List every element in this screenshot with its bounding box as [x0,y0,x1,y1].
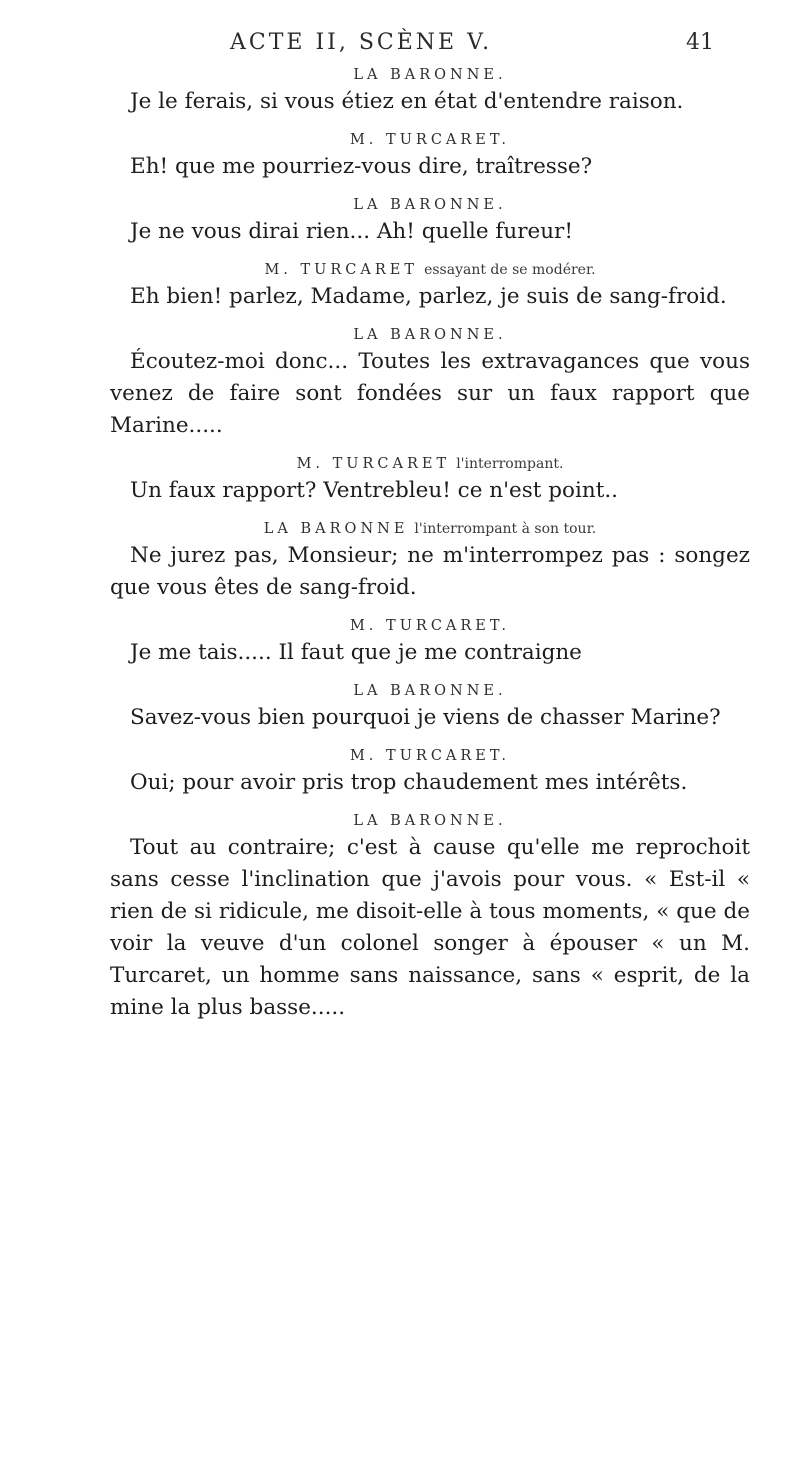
dialogue-line: Je ne vous dirai rien... Ah! quelle fureur! [130,219,573,244]
dialogue [110,64,750,1035]
page-number: 41 [686,30,714,55]
speaker-name: LA BARONNE l'interrompant à son tour. [263,521,597,537]
speaker-name: M. TURCARET l'interrompant. [296,456,564,472]
running-header [140,30,720,60]
dialogue-line: Oui; pour avoir pris trop chaudement mes intérêts. [130,770,688,795]
dialogue-line: Savez-vous bien pourquoi je viens de chasser Marine? [130,705,721,730]
act-scene-title: ACTE II, SCÈNE V. [230,30,493,55]
dialogue-line: Tout au contraire; c'est à cause qu'elle me reprochoit sans cesse l'inclination que j'avois pour vous. « Est-il « rien de si ridicule, me disoit-elle à tous moments, « que de voir la veuve d'un colonel songer à épouser « un M. Turcaret, un homme sans naissance, sans « esprit, de la mine la plus basse..... [110,835,750,1020]
stage-direction: l'interrompant à son tour. [414,521,597,537]
dialogue-line: Je le ferais, si vous étiez en état d'entendre raison. [130,89,684,114]
speaker-name: LA BARONNE. [353,67,507,83]
speaker-name: M. TURCARET. [349,618,511,634]
dialogue-line: Eh bien! parlez, Madame, parlez, je suis de sang-froid. [130,284,727,309]
dialogue-line: Ne jurez pas, Monsieur; ne m'interrompez pas : songez que vous êtes de sang-froid. [110,543,750,600]
dialogue-line: Un faux rapport? Ventrebleu! ce n'est point.. [130,478,619,503]
stage-direction: essayant de se modérer. [424,262,596,278]
speaker-name: M. TURCARET essayant de se modérer. [264,262,596,278]
speaker-name: M. TURCARET. [349,132,511,148]
speaker-name: LA BARONNE. [353,197,507,213]
dialogue-line: Eh! que me pourriez-vous dire, traîtresse? [130,154,593,179]
dialogue-line: Je me tais..... Il faut que je me contraigne [130,640,582,665]
speaker-name: LA BARONNE. [353,813,507,829]
speaker-name: LA BARONNE. [353,327,507,343]
speaker-name: LA BARONNE. [353,683,507,699]
speaker-name: M. TURCARET. [349,748,511,764]
dialogue-line: Écoutez-moi donc... Toutes les extravagances que vous venez de faire sont fondées sur un faux rapport que Marine..... [110,349,750,438]
stage-direction: l'interrompant. [456,456,564,472]
